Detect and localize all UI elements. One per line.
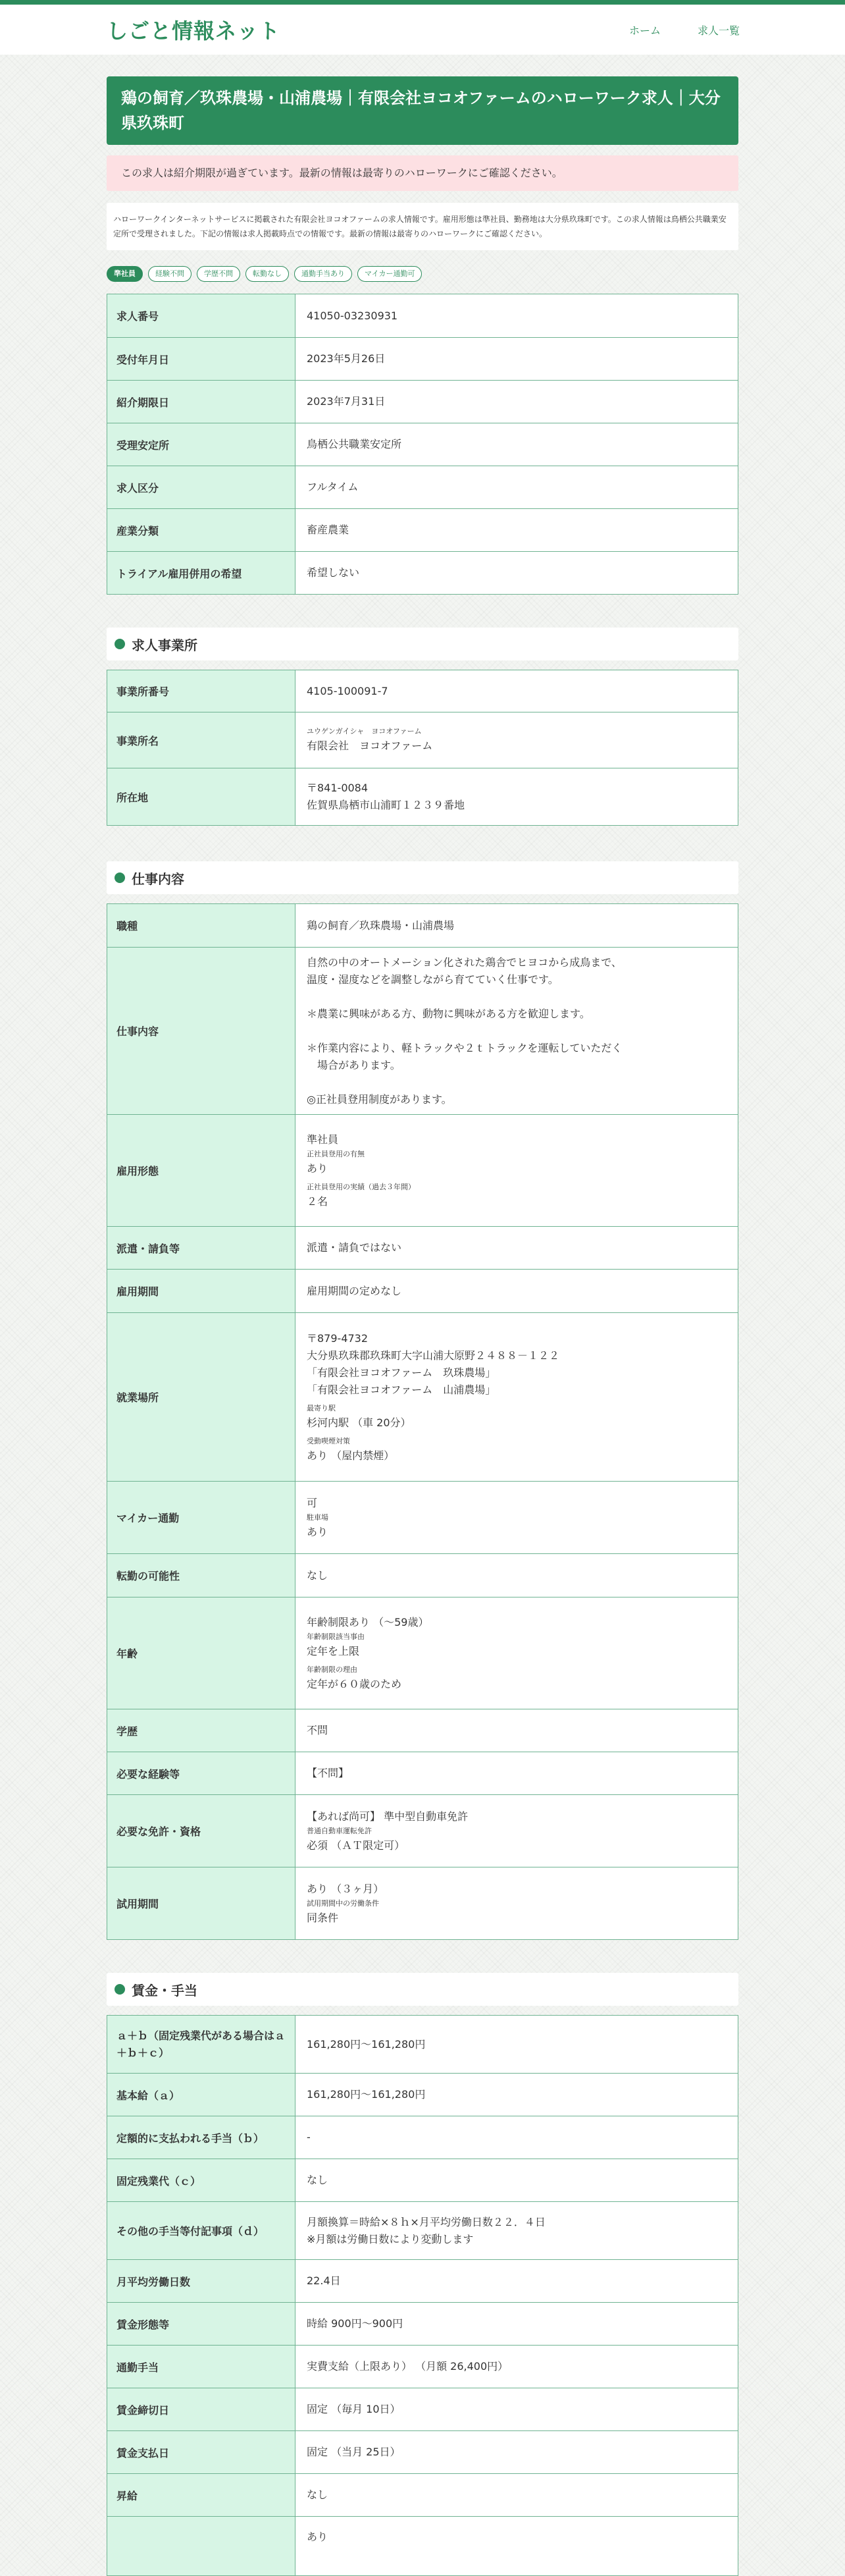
table-row xyxy=(107,2303,738,2346)
row-value: 実費支給（上限あり） （月額 26,400円） xyxy=(295,2346,738,2388)
tag: 転勤なし xyxy=(245,266,289,282)
table-row xyxy=(107,670,738,712)
row-value: 41050-03230931 xyxy=(295,294,738,338)
row-value: 鳥栖公共職業安定所 xyxy=(295,423,738,466)
section-heading-wage xyxy=(107,1973,738,2006)
row-label: 賃金形態等 xyxy=(107,2303,295,2346)
site-logo[interactable]: しごと情報ネット xyxy=(107,18,281,43)
section-heading-text: 求人事業所 xyxy=(132,637,197,653)
row-label: 求人番号 xyxy=(107,294,295,338)
row-value xyxy=(295,712,738,768)
content-line: ＊農業に興味がある方、動物に興味がある方を歓迎します。 xyxy=(307,1007,590,1020)
row-value: 雇用期間の定めなし xyxy=(295,1270,738,1313)
table-row xyxy=(107,1313,738,1482)
row-value: 固定 （当月 25日） xyxy=(295,2431,738,2474)
row-value: 固定 （毎月 10日） xyxy=(295,2388,738,2431)
license-value: 【あれば尚可】 準中型自動車免許 xyxy=(307,1810,469,1823)
row-value xyxy=(295,1867,738,1940)
sub-value: あり （屋内禁煙） xyxy=(307,1449,395,1462)
row-value: 鶏の飼育／玖珠農場・山浦農場 xyxy=(295,904,738,948)
table-row xyxy=(107,768,738,826)
row-value xyxy=(295,1597,738,1709)
sub-value: 定年を上限 xyxy=(307,1644,360,1657)
row-value: 不問 xyxy=(295,1709,738,1752)
row-value: 希望しない xyxy=(295,552,738,595)
postal-code: 〒841-0084 xyxy=(307,782,369,794)
row-label: 学歴 xyxy=(107,1709,295,1752)
table-row xyxy=(107,2474,738,2517)
sub-value: 必須 （ＡＴ限定可） xyxy=(307,1838,405,1852)
row-value: 161,280円～161,280円 xyxy=(295,2074,738,2116)
sub-label: 試用期間中の労働条件 xyxy=(307,1898,379,1908)
sub-label: 受動喫煙対策 xyxy=(307,1436,350,1445)
row-value: 【不問】 xyxy=(295,1752,738,1795)
row-value xyxy=(295,1313,738,1482)
main-content xyxy=(107,55,738,2576)
postal-code: 〒879-4732 xyxy=(307,1331,369,1345)
section-heading-text: 仕事内容 xyxy=(132,871,184,887)
sub-value: あり xyxy=(307,1525,328,1538)
table-row xyxy=(107,294,738,338)
row-label: 定額的に支払われる手当（ｂ） xyxy=(107,2116,295,2159)
row-label: 月平均労働日数 xyxy=(107,2260,295,2303)
row-label: 派遣・請負等 xyxy=(107,1227,295,1270)
row-label: 賃金締切日 xyxy=(107,2388,295,2431)
table-row xyxy=(107,381,738,423)
table-row xyxy=(107,1709,738,1752)
page-title: 鶏の飼育／玖珠農場・山浦農場｜有限会社ヨコオファームのハローワーク求人｜大分県玖珠町 xyxy=(107,76,738,145)
table-row xyxy=(107,509,738,552)
table-row xyxy=(107,1752,738,1795)
allowance-note: 月額換算＝時給×８ｈ×月平均労働日数２２．４日 xyxy=(307,2215,546,2228)
row-label: 所在地 xyxy=(107,768,295,826)
sub-value: 杉河内駅 （車 20分） xyxy=(307,1416,411,1429)
row-label: 仕事内容 xyxy=(107,948,295,1115)
content-line: ＊作業内容により、軽トラックや２ｔトラックを運転していただく xyxy=(307,1041,623,1054)
table-row xyxy=(107,2346,738,2388)
row-label: 固定残業代（ｃ） xyxy=(107,2159,295,2202)
table-row xyxy=(107,712,738,768)
table-row xyxy=(107,1597,738,1709)
row-label: 職種 xyxy=(107,904,295,948)
trial-value: あり （３ヶ月） xyxy=(307,1882,384,1895)
employment-type: 準社員 xyxy=(307,1133,339,1146)
table-row xyxy=(107,1482,738,1554)
row-label: 雇用期間 xyxy=(107,1270,295,1313)
tag-employment-type: 準社員 xyxy=(107,266,143,282)
content-line: 場合があります。 xyxy=(307,1058,401,1071)
table-row xyxy=(107,1795,738,1867)
tag: 通勤手当あり xyxy=(294,266,352,282)
table-row xyxy=(107,2388,738,2431)
table-row xyxy=(107,904,738,948)
section-heading-job xyxy=(107,861,738,894)
sub-label: 駐車場 xyxy=(307,1513,328,1522)
row-label: マイカー通勤 xyxy=(107,1482,295,1554)
row-label: 求人区分 xyxy=(107,466,295,509)
row-label: 試用期間 xyxy=(107,1867,295,1940)
allowance-note: ※月額は労働日数により変動します xyxy=(307,2232,474,2245)
work-address: 大分県玖珠郡玖珠町大字山浦大原野２４８８－１２２ xyxy=(307,1349,560,1362)
row-value: なし xyxy=(295,2159,738,2202)
nav-home-link[interactable]: ホーム xyxy=(628,24,661,37)
sub-label: 年齢制限該当事由 xyxy=(307,1632,365,1641)
sub-label: 正社員登用の実績（過去３年間） xyxy=(307,1182,415,1191)
age-value: 年齢制限あり （～59歳） xyxy=(307,1615,429,1628)
row-label: 就業場所 xyxy=(107,1313,295,1482)
office-table xyxy=(107,670,738,826)
row-value xyxy=(295,768,738,826)
row-label: ａ＋ｂ（固定残業代がある場合はａ＋ｂ＋ｃ） xyxy=(107,2016,295,2074)
row-value: 22.4日 xyxy=(295,2260,738,2303)
row-value: 時給 900円～900円 xyxy=(295,2303,738,2346)
feature-tags xyxy=(107,265,738,283)
row-label: 雇用形態 xyxy=(107,1115,295,1227)
section-heading-text: 賃金・手当 xyxy=(132,1982,197,1999)
basic-info-table xyxy=(107,294,738,595)
job-description-summary: ハローワークインターネットサービスに掲載された有限会社ヨコオファームの求人情報です。雇用形態は準社員、勤務地は大分県玖珠町です。この求人情報は鳥栖公共職業安定所で受理されました。下記の情報は求人掲載時点での情報です。最新の情報は最寄りのハローワークにご確認ください。 xyxy=(107,203,738,250)
row-label: 基本給（ａ） xyxy=(107,2074,295,2116)
row-label: 昇給 xyxy=(107,2474,295,2517)
content-line xyxy=(307,1074,727,1091)
row-value: フルタイム xyxy=(295,466,738,509)
table-row xyxy=(107,552,738,595)
row-value: なし xyxy=(295,1554,738,1597)
row-value: あり xyxy=(295,2517,738,2576)
expired-alert: この求人は紹介期限が過ぎています。最新の情報は最寄りのハローワークにご確認ください。 xyxy=(107,155,738,191)
table-row xyxy=(107,2116,738,2159)
row-value: - xyxy=(295,2116,738,2159)
bullet-dot-icon xyxy=(115,872,125,883)
row-value xyxy=(295,2202,738,2260)
sub-label: 正社員登用の有無 xyxy=(307,1149,365,1158)
table-row xyxy=(107,338,738,381)
sub-value: 定年が６０歳のため xyxy=(307,1677,402,1690)
table-row xyxy=(107,2202,738,2260)
main-nav xyxy=(592,22,740,38)
top-accent-bar xyxy=(0,0,845,5)
site-header xyxy=(0,5,845,55)
row-value: なし xyxy=(295,2474,738,2517)
tag: マイカー通勤可 xyxy=(357,266,422,282)
tag: 経験不問 xyxy=(148,266,192,282)
row-value: 2023年7月31日 xyxy=(295,381,738,423)
sub-label: 年齢制限の理由 xyxy=(307,1665,357,1674)
company-kana: ユウゲンガイシャ ヨコオファーム xyxy=(307,727,422,736)
tag: 学歴不問 xyxy=(197,266,240,282)
row-value xyxy=(295,1115,738,1227)
table-row xyxy=(107,1554,738,1597)
table-row xyxy=(107,1270,738,1313)
sub-value: あり xyxy=(307,1162,328,1175)
content-line: 自然の中のオートメーション化された鶏舎でヒヨコから成鳥まで、 xyxy=(307,955,622,969)
address: 佐賀県鳥栖市山浦町１２３９番地 xyxy=(307,799,465,811)
table-row xyxy=(107,1867,738,1940)
row-label: 転勤の可能性 xyxy=(107,1554,295,1597)
table-row xyxy=(107,2260,738,2303)
row-label xyxy=(107,2517,295,2576)
table-row xyxy=(107,466,738,509)
table-row xyxy=(107,1227,738,1270)
wage-table xyxy=(107,2015,738,2576)
content-line xyxy=(307,1023,727,1040)
row-label: 事業所番号 xyxy=(107,670,295,712)
row-label: その他の手当等付記事項（ｄ） xyxy=(107,2202,295,2260)
row-label: 必要な免許・資格 xyxy=(107,1795,295,1867)
row-label: 年齢 xyxy=(107,1597,295,1709)
row-label: 通勤手当 xyxy=(107,2346,295,2388)
table-row xyxy=(107,1115,738,1227)
table-row xyxy=(107,2074,738,2116)
table-row xyxy=(107,2517,738,2576)
row-value: 4105-100091-7 xyxy=(295,670,738,712)
section-heading-office xyxy=(107,628,738,660)
table-row xyxy=(107,2159,738,2202)
job-table xyxy=(107,903,738,1940)
row-label: 受理安定所 xyxy=(107,423,295,466)
row-value xyxy=(295,1795,738,1867)
farm-name: 「有限会社ヨコオファーム 山浦農場」 xyxy=(307,1383,496,1396)
sub-value: ２名 xyxy=(307,1194,328,1208)
table-row xyxy=(107,948,738,1115)
row-label: 賃金支払日 xyxy=(107,2431,295,2474)
content-line: 温度・湿度などを調整しながら育てていく仕事です。 xyxy=(307,973,559,986)
farm-name: 「有限会社ヨコオファーム 玖珠農場」 xyxy=(307,1366,496,1379)
bullet-dot-icon xyxy=(115,639,125,649)
company-name: 有限会社 ヨコオファーム xyxy=(307,739,433,752)
table-row xyxy=(107,423,738,466)
row-value xyxy=(295,948,738,1115)
row-label: 必要な経験等 xyxy=(107,1752,295,1795)
row-value: 161,280円～161,280円 xyxy=(295,2016,738,2074)
car-commute-value: 可 xyxy=(307,1496,318,1509)
content-line: ◎正社員登用制度があります。 xyxy=(307,1092,452,1106)
row-label: 受付年月日 xyxy=(107,338,295,381)
sub-label: 最寄り駅 xyxy=(307,1403,336,1412)
sub-label: 普通自動車運転免許 xyxy=(307,1826,372,1835)
row-label: トライアル雇用併用の希望 xyxy=(107,552,295,595)
row-value xyxy=(295,1482,738,1554)
nav-job-list-link[interactable]: 求人一覧 xyxy=(697,24,740,37)
row-value: 派遣・請負ではない xyxy=(295,1227,738,1270)
bullet-dot-icon xyxy=(115,1984,125,1995)
content-line xyxy=(307,988,727,1006)
row-value: 2023年5月26日 xyxy=(295,338,738,381)
row-label: 紹介期限日 xyxy=(107,381,295,423)
row-label: 産業分類 xyxy=(107,509,295,552)
row-label: 事業所名 xyxy=(107,712,295,768)
sub-value: 同条件 xyxy=(307,1911,339,1924)
table-row xyxy=(107,2431,738,2474)
table-row xyxy=(107,2016,738,2074)
row-value: 畜産農業 xyxy=(295,509,738,552)
